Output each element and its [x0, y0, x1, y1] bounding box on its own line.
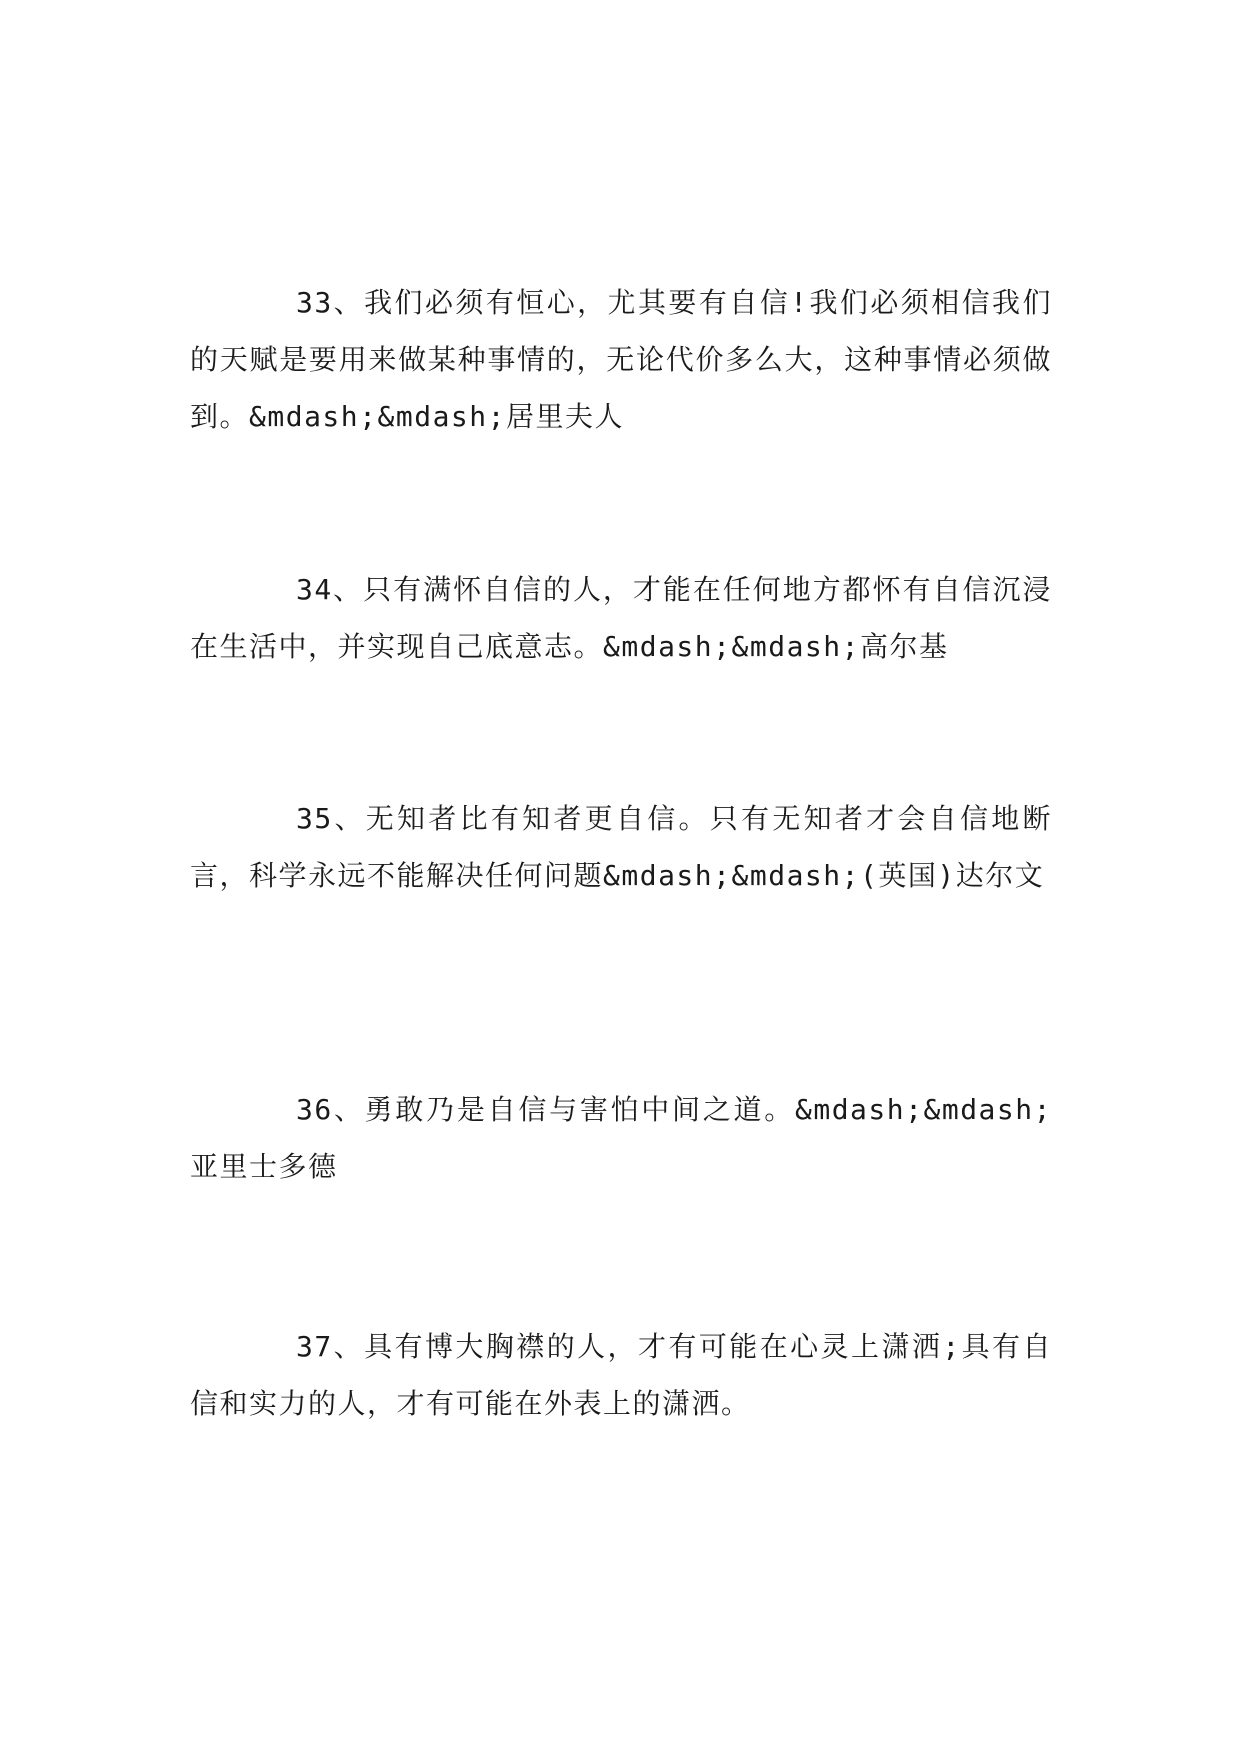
- quote-paragraph-36: 36、勇敢乃是自信与害怕中间之道。&mdash;&mdash;亚里士多德: [190, 1093, 1052, 1183]
- quote-paragraph-35: 35、无知者比有知者更自信。只有无知者才会自信地断言，科学永远不能解决任何问题&mdash;&mdash;(英国)达尔文: [190, 802, 1052, 892]
- quote-paragraph-37: 37、具有博大胸襟的人，才有可能在心灵上潇洒;具有自信和实力的人，才有可能在外表上的潇洒。: [190, 1330, 1052, 1420]
- quote-paragraph-34: 34、只有满怀自信的人，才能在任何地方都怀有自信沉浸在生活中，并实现自己底意志。&mdash;&mdash;高尔基: [190, 573, 1052, 663]
- quote-paragraph-33: 33、我们必须有恒心，尤其要有自信!我们必须相信我们的天赋是要用来做某种事情的，无论代价多么大，这种事情必须做到。&mdash;&mdash;居里夫人: [190, 286, 1052, 433]
